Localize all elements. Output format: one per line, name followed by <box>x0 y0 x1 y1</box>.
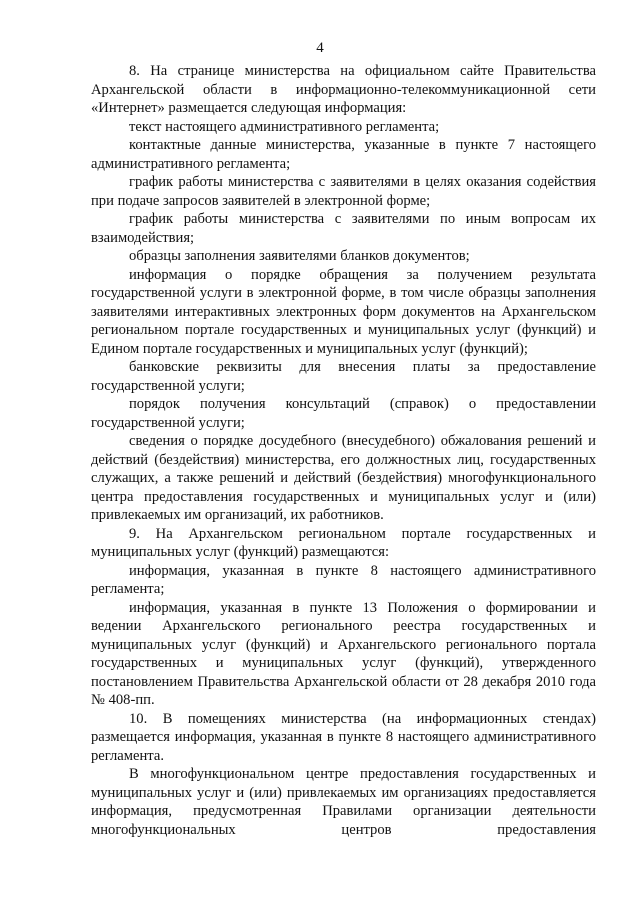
paragraph-schedule-other: график работы министерства с заявителями по иным вопросам их взаимодействия; <box>91 211 596 246</box>
paragraph-mfc-info: В многофункциональном центре предоставления государственных и муниципальных услуг и (или) привлекаемых им организациях предоставляется информация, предусмотренная Правилами организации деятельности многофункциональных центров предоставления <box>91 766 596 838</box>
paragraph-item-9: 9. На Архангельском региональном портале государственных и муниципальных услуг (функций) размещаются: <box>91 525 596 560</box>
paragraph-electronic-result-info: информация о порядке обращения за получением результата государственной услуги в электронной форме, в том числе образцы заполнения заявителями интерактивных электронных форм документов на Архангельском региональном портале государственных и муниципальных услуг (функций) и Едином портале государственных и муниципальных услуг (функций); <box>91 266 596 357</box>
page-number: 4 <box>316 40 324 56</box>
paragraph-item-9-info-2: информация, указанная в пункте 13 Положения о формировании и ведении Архангельского регионального реестра государственных и муниципальных услуг (функций) и Архангельского регионального портала государственных и муниципальных услуг (функций), утвержденного постановлением Правительства Архангельской области от 28 декабря 2010 года № 408-пп. <box>91 599 596 708</box>
paragraph-item-8: 8. На странице министерства на официальном сайте Правительства Архангельской области в информационно-телекоммуникационной сети «Интернет» размещается следующая информация: <box>91 63 596 116</box>
paragraph-item-9-info-1: информация, указанная в пункте 8 настоящего административного регламента; <box>91 562 596 597</box>
paragraph-consultation-procedure: порядок получения консультаций (справок) о предоставлении государственной услуги; <box>91 396 596 431</box>
paragraph-bank-details: банковские реквизиты для внесения платы за предоставление государственной услуги; <box>91 359 596 394</box>
paragraph-regulation-text: текст настоящего административного регламента; <box>129 118 440 135</box>
document-body <box>91 62 596 839</box>
paragraph-contact-data: контактные данные министерства, указанные в пункте 7 настоящего административного регламента; <box>91 137 596 172</box>
paragraph-appeal-procedure: сведения о порядке досудебного (внесудебного) обжалования решений и действий (бездействия) министерства, его должностных лиц, государственных служащих, а также решений и действий (бездействия) многофункционального центра предоставления государственных и муниципальных услуг и (или) привлекаемых им организаций, их работников. <box>91 433 596 523</box>
paragraph-schedule-electronic: график работы министерства с заявителями в целях оказания содействия при подаче запросов заявителей в электронной форме; <box>91 174 596 209</box>
paragraph-item-10: 10. В помещениях министерства (на информационных стендах) размещается информация, указанная в пункте 8 настоящего административного регламента. <box>91 710 596 764</box>
paragraph-form-samples: образцы заполнения заявителями бланков документов; <box>129 248 470 264</box>
